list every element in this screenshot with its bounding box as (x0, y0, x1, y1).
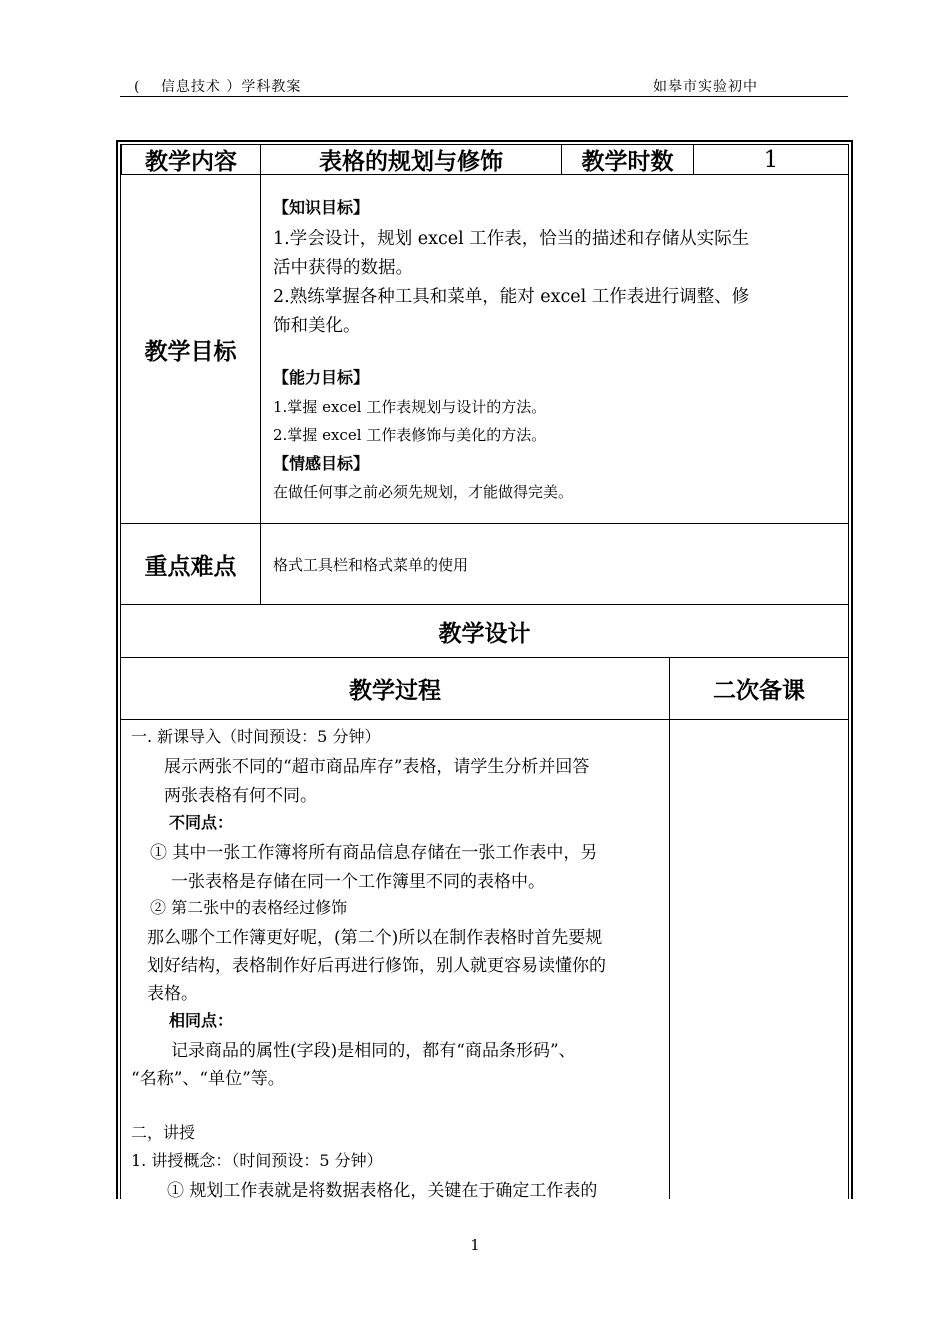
content-line: 展示两张不同的“超市商品库存”表格，请学生分析并回答 (164, 757, 590, 777)
content-line: ① 其中一张工作簿将所有商品信息存储在一张工作表中，另 (150, 843, 598, 863)
teaching-hours-value: 1 (694, 145, 849, 175)
process-content (121, 720, 670, 1199)
objectives-content (261, 175, 849, 524)
knowledge-item-1b: 活中获得的数据。 (273, 258, 413, 278)
page-header (120, 76, 848, 97)
content-line: 那么哪个工作簿更好呢，(第二个)所以在制作表格时首先要规 (147, 928, 603, 948)
label-keypoints: 重点难点 (121, 524, 261, 605)
content-line: “名称”、“单位”等。 (131, 1069, 285, 1089)
emotion-item-1: 在做任何事之前必须先规划，才能做得完美。 (273, 483, 574, 501)
content-line: 记录商品的属性(字段)是相同的，都有“商品条形码”、 (171, 1041, 576, 1061)
page-number: 1 (470, 1236, 480, 1254)
lesson-plan-table (116, 140, 853, 1199)
knowledge-item-2b: 饰和美化。 (273, 316, 361, 336)
content-line: 不同点： (169, 813, 234, 832)
keypoints-text: 格式工具栏和格式菜单的使用 (261, 524, 849, 605)
label-objectives: 教学目标 (121, 175, 261, 524)
teaching-design-heading: 教学设计 (121, 605, 849, 658)
content-line: 二，讲授 (131, 1123, 196, 1142)
ability-item-1: 1.掌握 excel 工作表规划与设计的方法。 (273, 398, 547, 416)
lesson-title: 表格的规划与修饰 (261, 145, 562, 175)
content-line: ② 第二张中的表格经过修饰 (150, 898, 348, 917)
knowledge-heading: 【知识目标】 (273, 198, 370, 217)
content-line: 1. 讲授概念：（时间预设：5 分钟） (131, 1151, 383, 1170)
label-teaching-hours: 教学时数 (562, 145, 694, 175)
content-line: ① 规划工作表就是将数据表格化，关键在于确定工作表的 (167, 1181, 598, 1201)
content-line: 表格。 (147, 984, 198, 1004)
knowledge-item-2a: 2.熟练掌握各种工具和菜单，能对 excel 工作表进行调整、修 (273, 287, 750, 307)
header-school: 如皋市实验初中 (653, 79, 758, 95)
header-subject: ( 信息技术 ）学科教案 (134, 79, 302, 95)
teaching-process-heading: 教学过程 (121, 658, 670, 720)
knowledge-item-1a: 1.学会设计，规划 excel 工作表，恰当的描述和存储从实际生 (273, 229, 750, 249)
content-line: 两张表格有何不同。 (164, 786, 317, 806)
content-line: 相同点： (169, 1011, 234, 1030)
content-line: 划好结构，表格制作好后再进行修饰，别人就更容易读懂你的 (147, 956, 606, 976)
second-prep-content (670, 720, 849, 1199)
emotion-heading: 【情感目标】 (273, 454, 370, 473)
ability-item-2: 2.掌握 excel 工作表修饰与美化的方法。 (273, 426, 547, 444)
label-teaching-content: 教学内容 (121, 145, 261, 175)
content-line: 一张表格是存储在同一个工作簿里不同的表格中。 (171, 872, 545, 892)
second-prep-heading: 二次备课 (670, 658, 849, 720)
content-line: 一. 新课导入（时间预设：5 分钟） (131, 727, 381, 746)
ability-heading: 【能力目标】 (273, 368, 370, 387)
